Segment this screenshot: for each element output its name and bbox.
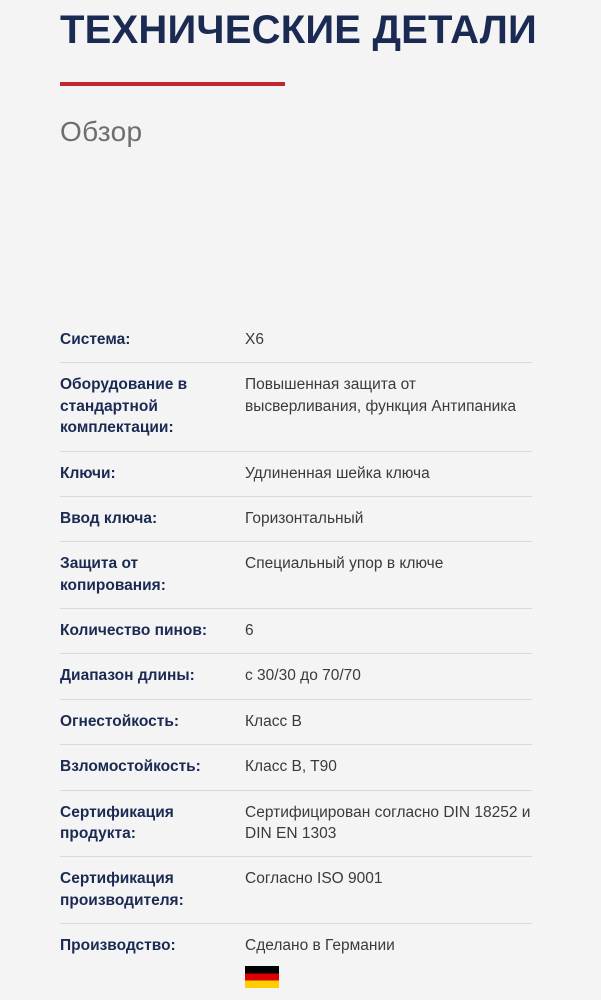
spec-value: Сделано в Германии <box>245 937 395 954</box>
specifications-table <box>60 318 532 1000</box>
spec-value-with-flag <box>245 924 532 1000</box>
spec-label: Производство: <box>60 924 245 1000</box>
table-row <box>60 654 532 699</box>
spec-label: Ввод ключа: <box>60 496 245 541</box>
table-row <box>60 363 532 451</box>
spec-label: Сертификация производителя: <box>60 857 245 924</box>
spec-label: Огнестойкость: <box>60 699 245 744</box>
table-row <box>60 745 532 790</box>
table-row <box>60 542 532 609</box>
spec-value: 6 <box>245 609 532 654</box>
page-title: ТЕХНИЧЕСКИЕ ДЕТАЛИ <box>60 0 541 53</box>
spec-label: Система: <box>60 318 245 363</box>
spec-value: Горизонтальный <box>245 496 532 541</box>
spec-value: Удлиненная шейка ключа <box>245 451 532 496</box>
table-row <box>60 924 532 1000</box>
spec-value: Класс B, T90 <box>245 745 532 790</box>
table-row <box>60 496 532 541</box>
table-row <box>60 857 532 924</box>
spec-label: Диапазон длины: <box>60 654 245 699</box>
spec-value: X6 <box>245 318 532 363</box>
table-row <box>60 318 532 363</box>
table-row <box>60 790 532 857</box>
spec-label: Количество пинов: <box>60 609 245 654</box>
spec-label: Взломостойкость: <box>60 745 245 790</box>
table-row <box>60 609 532 654</box>
spec-label: Сертификация продукта: <box>60 790 245 857</box>
spec-value: Класс B <box>245 699 532 744</box>
table-row <box>60 699 532 744</box>
section-subtitle: Обзор <box>60 86 541 148</box>
spec-value: Повышенная защита от высверливания, функция Антипаника <box>245 363 532 451</box>
spec-value: Сертифицирован согласно DIN 18252 и DIN EN 1303 <box>245 790 532 857</box>
table-row <box>60 451 532 496</box>
spec-label: Ключи: <box>60 451 245 496</box>
spec-label: Оборудование в стандартной комплектации: <box>60 363 245 451</box>
germany-flag-icon <box>245 966 279 988</box>
spec-value: с 30/30 до 70/70 <box>245 654 532 699</box>
spec-label: Защита от копирования: <box>60 542 245 609</box>
spec-value: Специальный упор в ключе <box>245 542 532 609</box>
spec-value: Согласно ISO 9001 <box>245 857 532 924</box>
